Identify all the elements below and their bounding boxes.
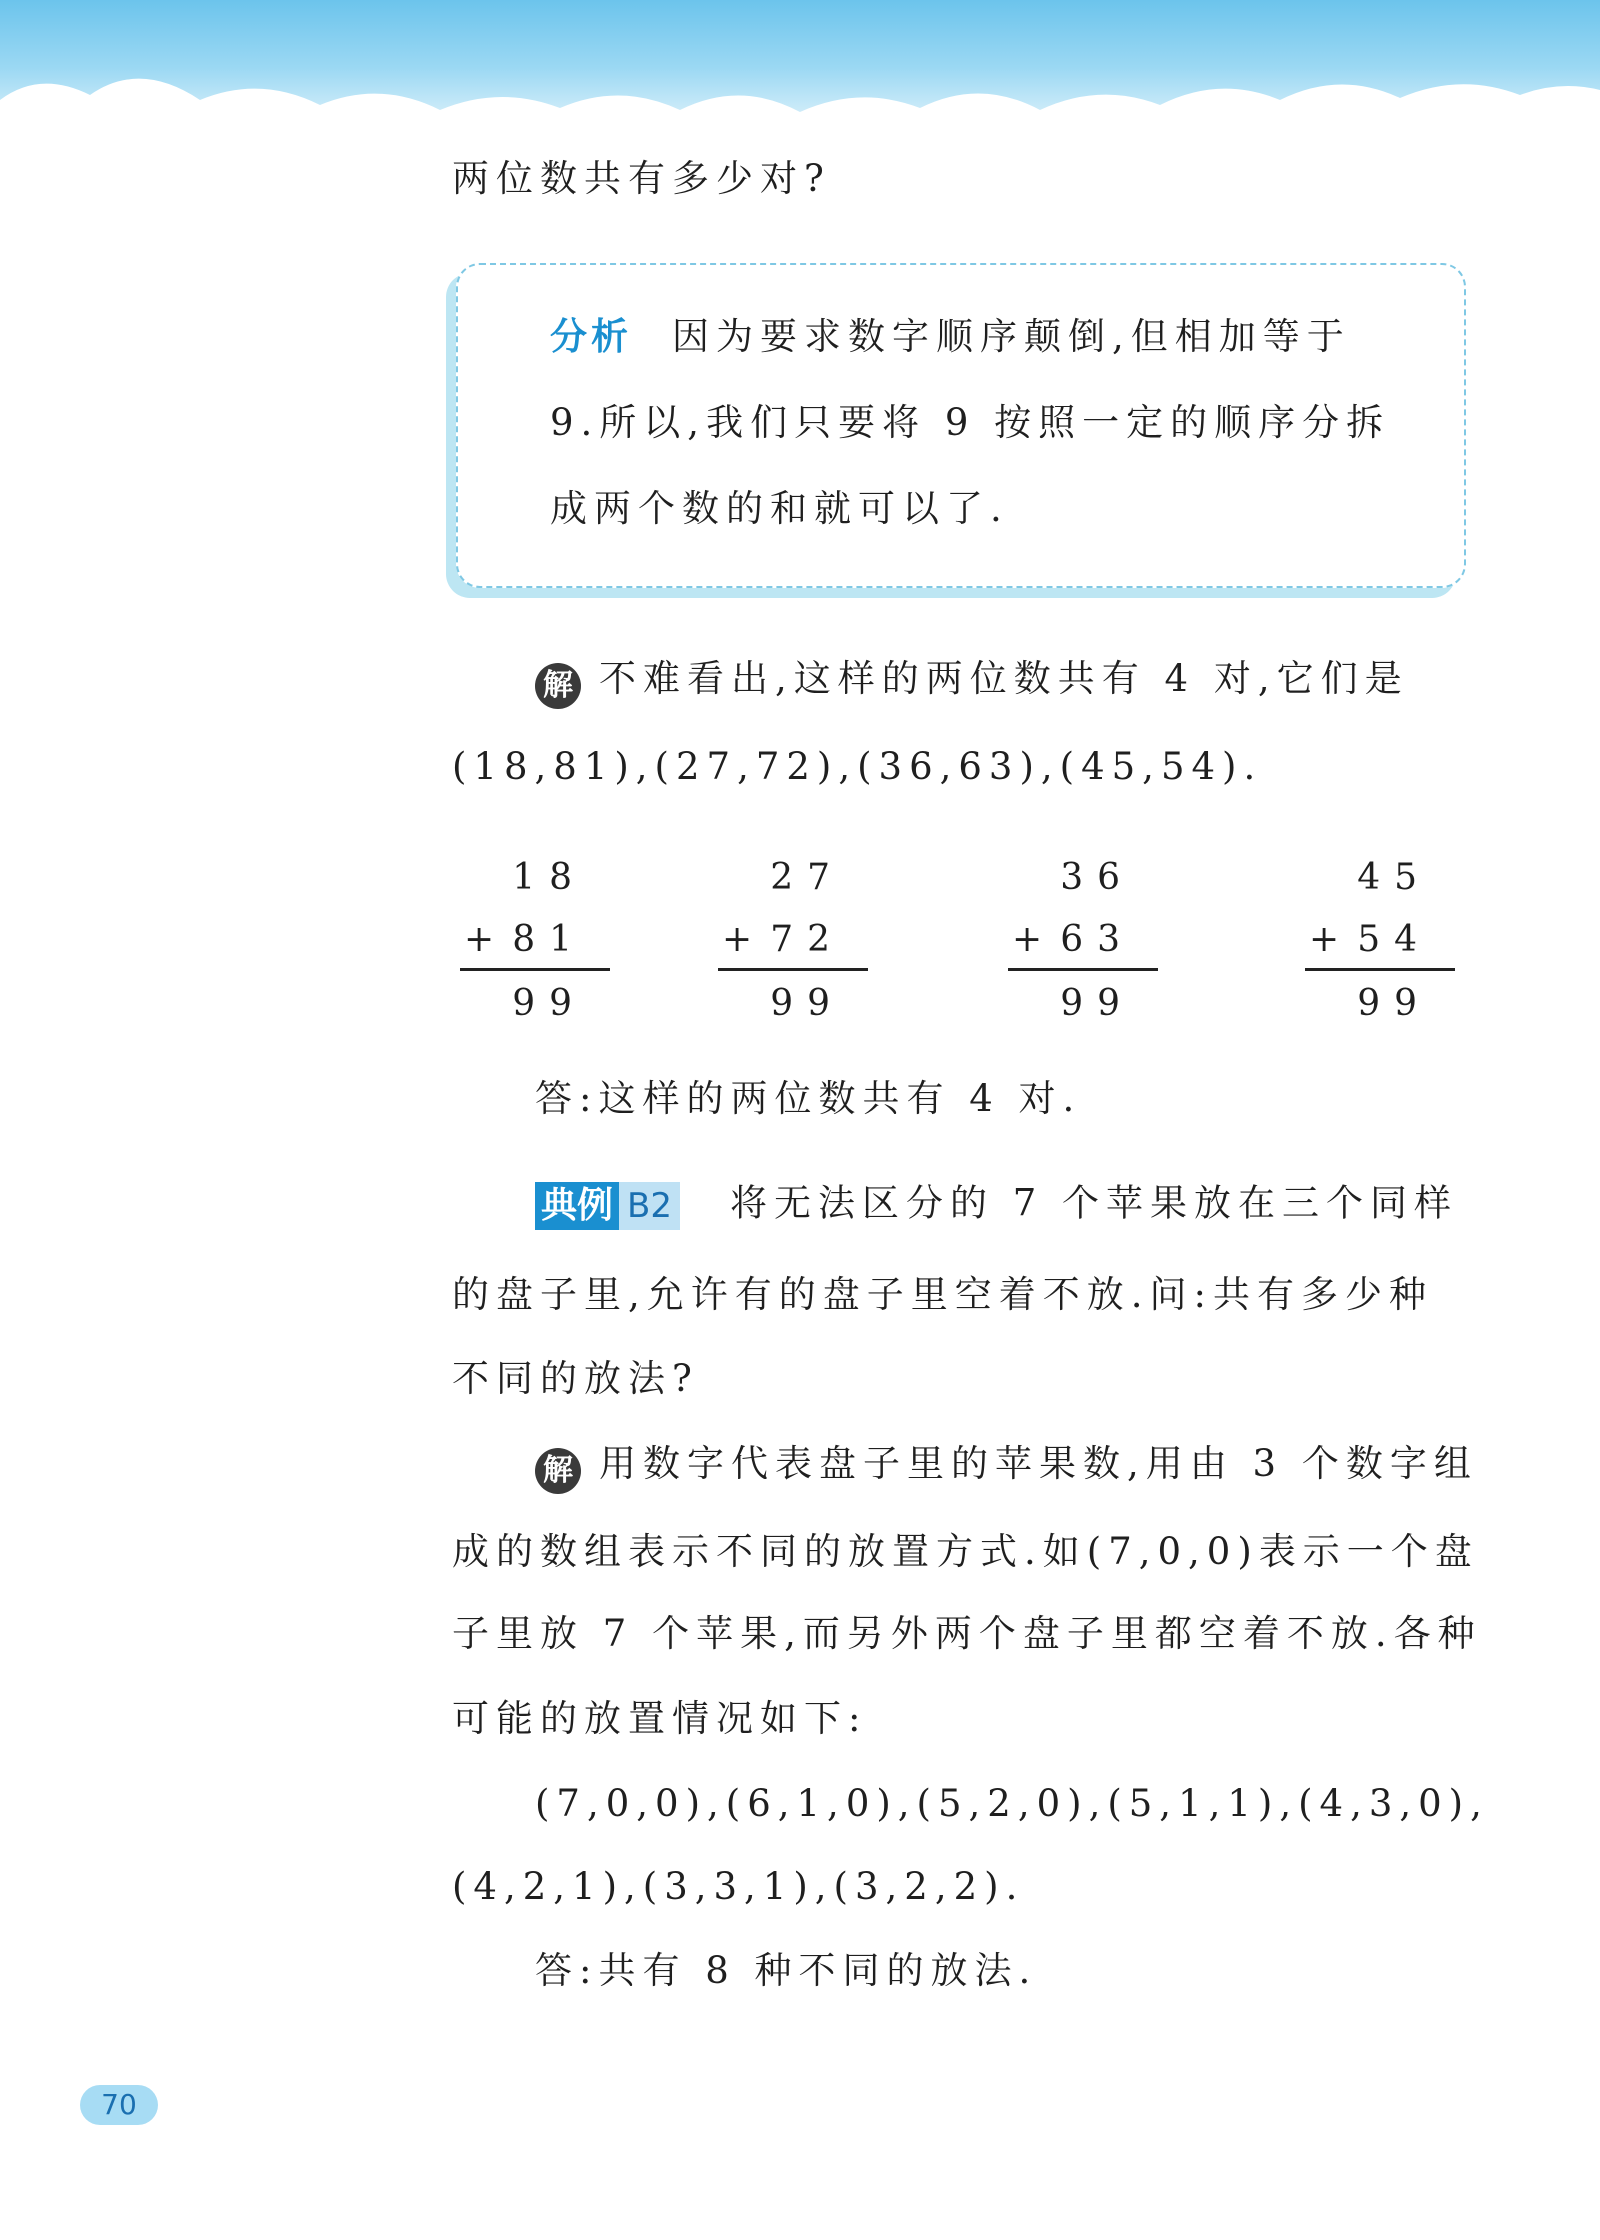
solution-badge: 解 [535, 663, 581, 709]
sum-line [718, 968, 868, 971]
analysis-line-2: 9.所以,我们只要将 9 按照一定的顺序分拆 [550, 401, 1391, 444]
analysis-label: 分析 [550, 315, 632, 358]
analysis-line-3: 成两个数的和就可以了. [550, 487, 1009, 530]
solution1-text-1: 不难看出,这样的两位数共有 4 对,它们是 [599, 657, 1409, 700]
plus-sign: + [1012, 919, 1043, 960]
calc-result: 99 [770, 983, 844, 1024]
calc-result: 99 [1060, 983, 1134, 1024]
example-tag-main: 典例 [535, 1182, 619, 1230]
calc-bottom: 54 [1357, 919, 1431, 960]
example-tag-code: B2 [619, 1182, 680, 1230]
solution-badge: 解 [535, 1448, 581, 1494]
solution1-line-2: (18,81),(27,72),(36,63),(45,54). [452, 745, 1263, 788]
solution1-line-1 [535, 657, 1545, 709]
plus-sign: + [722, 919, 753, 960]
cloud-decoration [0, 0, 1600, 150]
plus-sign: + [464, 919, 495, 960]
sum-line [460, 968, 610, 971]
analysis-line-1 [550, 315, 1560, 358]
plus-sign: + [1309, 919, 1340, 960]
intro-question-line: 两位数共有多少对? [452, 157, 831, 200]
answer-2: 答:共有 8 种不同的放法. [535, 1949, 1038, 1992]
calc-result: 99 [512, 983, 586, 1024]
example-line-3: 不同的放法? [452, 1357, 699, 1400]
calc-top: 45 [1357, 857, 1431, 898]
calc-top: 27 [770, 857, 844, 898]
calc-bottom: 72 [770, 919, 844, 960]
solution2-line-5: (7,0,0),(6,1,0),(5,2,0),(5,1,1),(4,3,0), [535, 1782, 1489, 1825]
page-number: 70 [80, 2085, 158, 2125]
solution2-line-3: 子里放 7 个苹果,而另外两个盘子里都空着不放.各种 [452, 1612, 1482, 1655]
solution2-line-1 [535, 1442, 1545, 1494]
solution2-line-6: (4,2,1),(3,3,1),(3,2,2). [452, 1865, 1025, 1908]
example-line-1 [535, 1182, 1545, 1230]
calc-top: 36 [1060, 857, 1134, 898]
calc-top: 18 [512, 857, 586, 898]
solution2-line-2: 成的数组表示不同的放置方式.如(7,0,0)表示一个盘 [452, 1530, 1479, 1573]
example-tag [535, 1182, 680, 1230]
solution2-line-4: 可能的放置情况如下: [452, 1697, 868, 1740]
solution2-text-1: 用数字代表盘子里的苹果数,用由 3 个数字组 [599, 1442, 1478, 1485]
sum-line [1305, 968, 1455, 971]
example-text-1: 将无法区分的 7 个苹果放在三个同样 [729, 1181, 1459, 1225]
example-line-2: 的盘子里,允许有的盘子里空着不放.问:共有多少种 [452, 1273, 1433, 1316]
calc-result: 99 [1357, 983, 1431, 1024]
calc-bottom: 63 [1060, 919, 1134, 960]
answer-1: 答:这样的两位数共有 4 对. [535, 1077, 1082, 1120]
sum-line [1008, 968, 1158, 971]
analysis-text-1: 因为要求数字顺序颠倒,但相加等于 [672, 315, 1351, 358]
calc-bottom: 81 [512, 919, 586, 960]
